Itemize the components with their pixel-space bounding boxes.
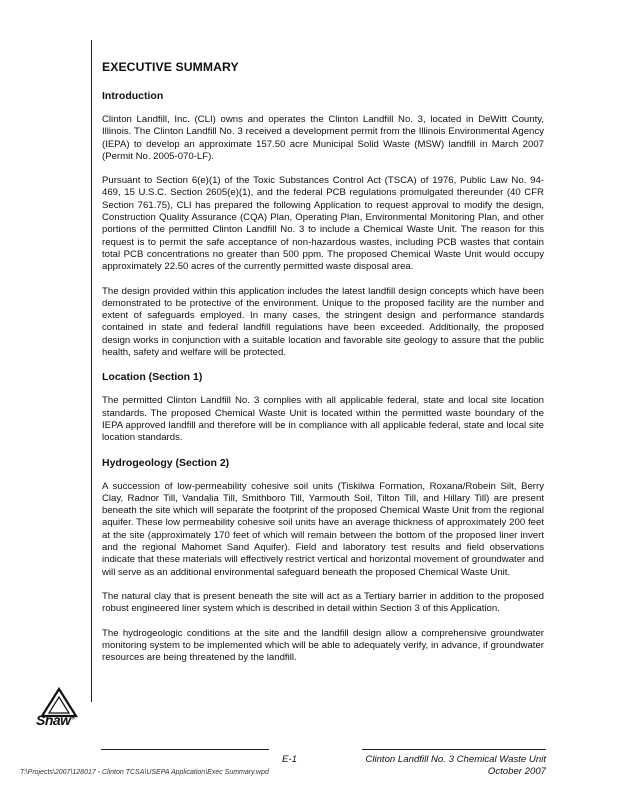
paragraph: A succession of low-permeability cohesive soil units (Tiskilwa Formation, Roxana/Robein Silt, Berry Clay, Radnor Till, Vandalia Till, Smithboro Till, Yarmouth Soil, Tilton Till, and Hillary Till) are present beneath the site which will separate the footprint of the proposed Chemical Waste Unit from the regional aquifer. These low permeability cohesive soil units have an average thickness of approximately 200 feet at the site (approximately 170 feet of which will remain between the bottom of the proposed liner invert and the regional Mahomet Sand Aquifer). Field and laboratory test results and field observations indicate that these materials will effectively restrict vertical and horizontal movement of groundwater and will serve as an additional environmental safeguard beneath the proposed Chemical Waste Unit. — [102, 480, 544, 578]
document-body — [102, 60, 544, 676]
footer-date: October 2007 — [487, 766, 546, 777]
logo-name: Shaw — [36, 712, 71, 728]
document-heading: EXECUTIVE SUMMARY — [102, 60, 239, 74]
footer-rule-left — [101, 749, 269, 750]
section-title-introduction: Introduction — [102, 90, 164, 102]
paragraph: The design provided within this application includes the latest landfill design concepts which have been demonstrated to be protective of the environment. Unique to the proposed facility are the number and extent of safeguards employed. In many cases, the stringent design and performance standards contained in state and federal landfill regulations have been exceeded. Additionally, the proposed design works in conjunction with a suitable location and favorable site geology to assure that the public health, safety and welfare will be protected. — [102, 285, 544, 359]
page-number: E-1 — [282, 754, 297, 765]
footer-document-title: Clinton Landfill No. 3 Chemical Waste Unit — [365, 754, 546, 765]
footer-file-path: T:\Projects\2007\128017 - Clinton TCSA\USEPA Application\Exec Summary.wpd — [20, 769, 269, 776]
paragraph: The permitted Clinton Landfill No. 3 complies with all applicable federal, state and local site location standards. The proposed Chemical Waste Unit is located within the permitted waste boundary of the IEPA approved landfill and therefore will be in compliance with all applicable federal, state and local site location standards. — [102, 395, 544, 444]
section-title-hydrogeology: Hydrogeology (Section 2) — [102, 456, 230, 469]
paragraph: The hydrogeologic conditions at the site and the landfill design allow a comprehensive groundwater monitoring system to be implemented which will be able to adequately verify, in advance, if groundwater resources are being threatened by the landfill. — [102, 627, 544, 664]
section-title-location: Location (Section 1) — [102, 371, 203, 384]
left-margin-rule — [91, 40, 92, 702]
paragraph: Pursuant to Section 6(e)(1) of the Toxic Substances Control Act (TSCA) of 1976, Public Law No. 94-469, 15 U.S.C. Section 2605(e)(1), and the federal PCB regulations promulgated thereunder (40 CFR Section 761.75), CLI has prepared the following Application to request approval to modify the design, Construction Quality Assurance (CQA) Plan, Operating Plan, Environmental Monitoring Plan, and other portions of the permitted Clinton Landfill No. 3 to include a Chemical Waste Unit. The reason for this request is to permit the safe acceptance of non-hazardous wastes, including PCB wastes that contain total PCB concentrations no greater than 500 ppm. The proposed Chemical Waste Unit would occupy approximately 22.50 acres of the currently permitted waste disposal area. — [102, 175, 544, 273]
paragraph: The natural clay that is present beneath the site will act as a Tertiary barrier in addition to the proposed robust engineered liner system which is described in detail within Section 3 of this Application. — [102, 590, 544, 615]
shaw-logo-text — [36, 712, 75, 728]
logo-mark: ® — [70, 715, 75, 722]
paragraph: Clinton Landfill, Inc. (CLI) owns and operates the Clinton Landfill No. 3, located in DeWitt County, Illinois. The Clinton Landfill No. 3 received a development permit from the Illinois Environmental Agency (IEPA) to develop an approximate 157.50 acre Municipal Solid Waste (MSW) landfill in March 2007 (Permit No. 2005-070-LF). — [102, 114, 544, 162]
footer-rule-right — [362, 749, 546, 750]
shaw-logo-icon — [31, 686, 91, 736]
